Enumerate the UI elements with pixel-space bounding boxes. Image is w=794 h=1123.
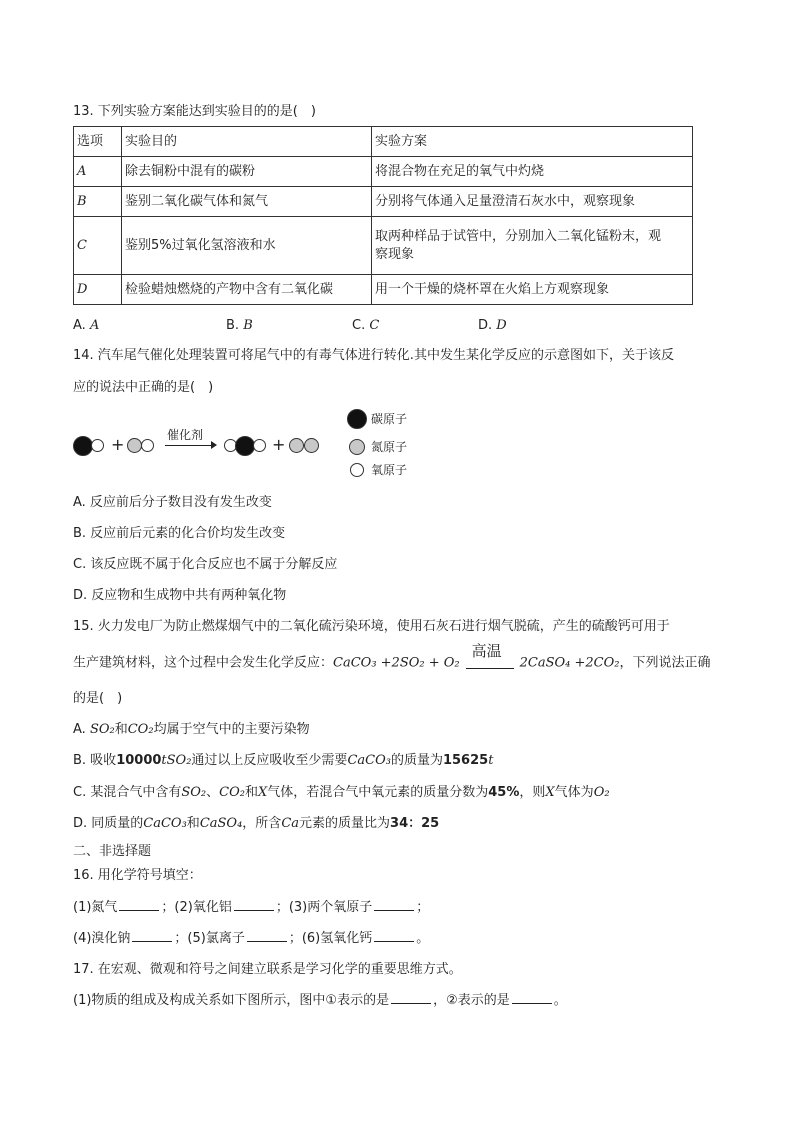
- formula: SO₂: [181, 785, 207, 800]
- option-text: ，所含: [242, 816, 282, 831]
- formula: CaCO₃: [143, 816, 187, 831]
- option-text: 元素的质量比为: [299, 816, 391, 831]
- choice-prefix: D.: [478, 318, 497, 333]
- table-header: 实验方案: [372, 127, 693, 157]
- answer-blank[interactable]: [374, 898, 414, 911]
- option-text: A.: [73, 722, 90, 737]
- q17-line-1: [73, 991, 567, 1011]
- table-cell-option: C: [74, 217, 122, 275]
- q14-option-c[interactable]: C. 该反应既不属于化合反应也不属于分解反应: [73, 557, 338, 572]
- fill-label: 。: [553, 993, 567, 1008]
- answer-blank[interactable]: [391, 991, 431, 1004]
- option-text: 的质量为: [390, 753, 443, 768]
- q13-choices: [73, 316, 693, 336]
- option-text: 和: [114, 722, 128, 737]
- choice-prefix: B.: [226, 318, 244, 333]
- table-cell-goal: 检验蜡烛燃烧的产物中含有二氧化碳: [122, 275, 372, 305]
- answer-blank[interactable]: [512, 991, 552, 1004]
- table-cell-plan: 分别将气体通入足量澄清石灰水中，观察现象: [372, 187, 693, 217]
- q14-option-d[interactable]: D. 反应物和生成物中共有两种氧化物: [73, 588, 287, 603]
- q15-option-b[interactable]: [73, 751, 493, 771]
- table-cell-plan: [372, 217, 693, 275]
- table-header-row: [74, 127, 693, 157]
- number: 10000: [116, 753, 162, 768]
- q15-stem-line-1: 15. 火力发电厂为防止燃煤烟气中的二氧化硫污染环境，使用石灰石进行烟气脱硫，产生的硫酸钙可用于: [73, 619, 670, 634]
- plan-line: 察现象: [375, 246, 415, 262]
- number: 34：25: [390, 816, 440, 831]
- formula: CO₂: [219, 785, 245, 800]
- formula: tSO₂: [161, 753, 192, 768]
- option-text: 和: [244, 785, 258, 800]
- condition-label: 高温: [471, 642, 502, 660]
- fill-label: ；: [416, 900, 430, 915]
- answer-blank[interactable]: [374, 929, 414, 942]
- nitrogen-atom-icon: [304, 438, 319, 453]
- table-row: [74, 217, 693, 275]
- choice-b[interactable]: [226, 316, 253, 336]
- formula: Ca: [281, 816, 300, 831]
- nitrogen-legend-icon: [349, 439, 365, 455]
- stem-text: ，下列说法正确: [619, 655, 711, 671]
- legend-label: 氧原子: [371, 463, 408, 477]
- table-cell-goal: 鉴别5%过氧化氢溶液和水: [122, 217, 372, 275]
- section-heading: 二、非选择题: [73, 844, 152, 859]
- q16-line-2: [73, 929, 429, 949]
- oxygen-atom-icon: [91, 439, 104, 452]
- q15-option-c[interactable]: [73, 783, 610, 803]
- q15-stem-line-3: 的是( ): [73, 691, 123, 706]
- fill-label: 。: [416, 931, 430, 946]
- table-cell-plan: 将混合物在充足的氧气中灼烧: [372, 157, 693, 187]
- q17-stem: 17. 在宏观、微观和符号之间建立联系是学习化学的重要思维方式。: [73, 962, 462, 977]
- choice-value: A: [89, 318, 100, 333]
- q14-stem-line-2: 应的说法中正确的是( ): [73, 380, 214, 395]
- number: 15625: [442, 753, 489, 768]
- table-header: 选项: [74, 127, 122, 157]
- q13-stem: 13. 下列实验方案能达到实验目的的是( ): [73, 104, 316, 119]
- fill-label: ；(6)氢氧化钙: [288, 931, 373, 946]
- nitrogen-atom-icon: [289, 438, 304, 453]
- table-header: 实验目的: [122, 127, 372, 157]
- option-text: D. 同质量的: [73, 816, 144, 831]
- oxygen-legend-icon: [350, 463, 364, 477]
- plus-sign: +: [111, 435, 125, 454]
- carbon-atom-icon: [235, 436, 255, 456]
- fill-label: (1)物质的组成及构成关系如下图所示，图中①表示的是: [73, 993, 390, 1008]
- answer-blank[interactable]: [247, 929, 287, 942]
- table-cell-option: D: [74, 275, 122, 305]
- fill-label: (4)溴化钠: [73, 931, 131, 946]
- choice-d[interactable]: [478, 316, 507, 336]
- choice-prefix: A.: [73, 318, 90, 333]
- fill-label: ，②表示的是: [433, 993, 510, 1008]
- choice-value: B: [243, 318, 253, 333]
- choice-value: C: [369, 318, 380, 333]
- legend-label: 氮原子: [371, 440, 408, 454]
- experiment-table: [73, 126, 693, 305]
- table-cell-goal: 鉴别二氧化碳气体和氮气: [122, 187, 372, 217]
- q14-option-b[interactable]: B. 反应前后元素的化合价均发生改变: [73, 526, 286, 541]
- choice-value: D: [496, 318, 507, 333]
- fill-label: ；(2)氧化铝: [161, 900, 232, 915]
- answer-blank[interactable]: [119, 898, 159, 911]
- nitrogen-atom-icon: [127, 438, 142, 453]
- formula: O₂: [593, 785, 610, 800]
- answer-blank[interactable]: [234, 898, 274, 911]
- table-row: [74, 187, 693, 217]
- q15-stem-line-2: [73, 642, 711, 674]
- q14-stem-line-1: 14. 汽车尾气催化处理装置可将尾气中的有毒气体进行转化.其中发生某化学反应的示意图如下，关于该反: [73, 348, 674, 363]
- legend-label: 碳原子: [371, 412, 408, 426]
- table-cell-plan: 用一个干燥的烧杯罩在火焰上方观察现象: [372, 275, 693, 305]
- formula: CO₂: [127, 722, 154, 737]
- table-cell-goal: 除去铜粉中混有的碳粉: [122, 157, 372, 187]
- choice-c[interactable]: [352, 316, 379, 336]
- option-text: 均属于空气中的主要污染物: [153, 722, 310, 737]
- formula: X: [545, 785, 555, 800]
- carbon-legend-icon: [347, 409, 367, 429]
- option-text: 和: [186, 816, 200, 831]
- q14-option-a[interactable]: A. 反应前后分子数目没有发生改变: [73, 495, 272, 510]
- q15-option-d[interactable]: [73, 814, 439, 834]
- equation-right: 2CaSO₄ +2CO₂: [519, 655, 620, 671]
- number: 45%: [488, 785, 520, 800]
- option-text: B. 吸收: [73, 753, 117, 768]
- equation-left: CaCO₃ +2SO₂ + O₂: [333, 655, 460, 671]
- equals-bar: [466, 668, 514, 669]
- table-row: [74, 157, 693, 187]
- option-text: 通过以上反应吸收至少需要: [191, 753, 348, 768]
- formula: X: [257, 785, 268, 800]
- q16-stem: 16. 用化学符号填空：: [73, 868, 202, 883]
- carbon-atom-icon: [73, 436, 93, 456]
- option-text: 气体为: [554, 785, 594, 800]
- q16-line-1: [73, 898, 429, 918]
- fill-label: (1)氮气: [73, 900, 118, 915]
- reaction-arrow: [165, 445, 215, 446]
- table-cell-option: B: [74, 187, 122, 217]
- choice-prefix: C.: [352, 318, 370, 333]
- atom-legend: [345, 404, 465, 484]
- formula: t: [488, 753, 494, 768]
- reaction-condition: [466, 642, 514, 673]
- stem-text: 生产建筑材料，这个过程中会发生化学反应：: [73, 655, 334, 671]
- fill-label: ；(3)两个氧原子: [275, 900, 373, 915]
- choice-a[interactable]: [73, 316, 99, 336]
- formula: SO₂: [89, 722, 115, 737]
- q15-option-a[interactable]: [73, 720, 310, 740]
- oxygen-atom-icon: [141, 439, 154, 452]
- formula: CaCO₃: [347, 753, 391, 768]
- table-cell-option: A: [74, 157, 122, 187]
- plan-line: 取两种样品于试管中，分别加入二氧化锰粉末，观: [375, 228, 662, 244]
- table-row: [74, 275, 693, 305]
- option-text: C. 某混合气中含有: [73, 785, 182, 800]
- option-text: 气体，若混合气中氧元素的质量分数为: [267, 785, 489, 800]
- answer-blank[interactable]: [132, 929, 172, 942]
- oxygen-atom-icon: [253, 439, 266, 452]
- catalyst-label: 催化剂: [167, 428, 204, 442]
- option-text: 、: [206, 785, 220, 800]
- plus-sign: +: [272, 435, 286, 454]
- option-text: ，则: [519, 785, 546, 800]
- fill-label: ；(5)氯离子: [174, 931, 245, 946]
- arrow-head-icon: [211, 441, 217, 449]
- formula: CaSO₄: [199, 816, 243, 831]
